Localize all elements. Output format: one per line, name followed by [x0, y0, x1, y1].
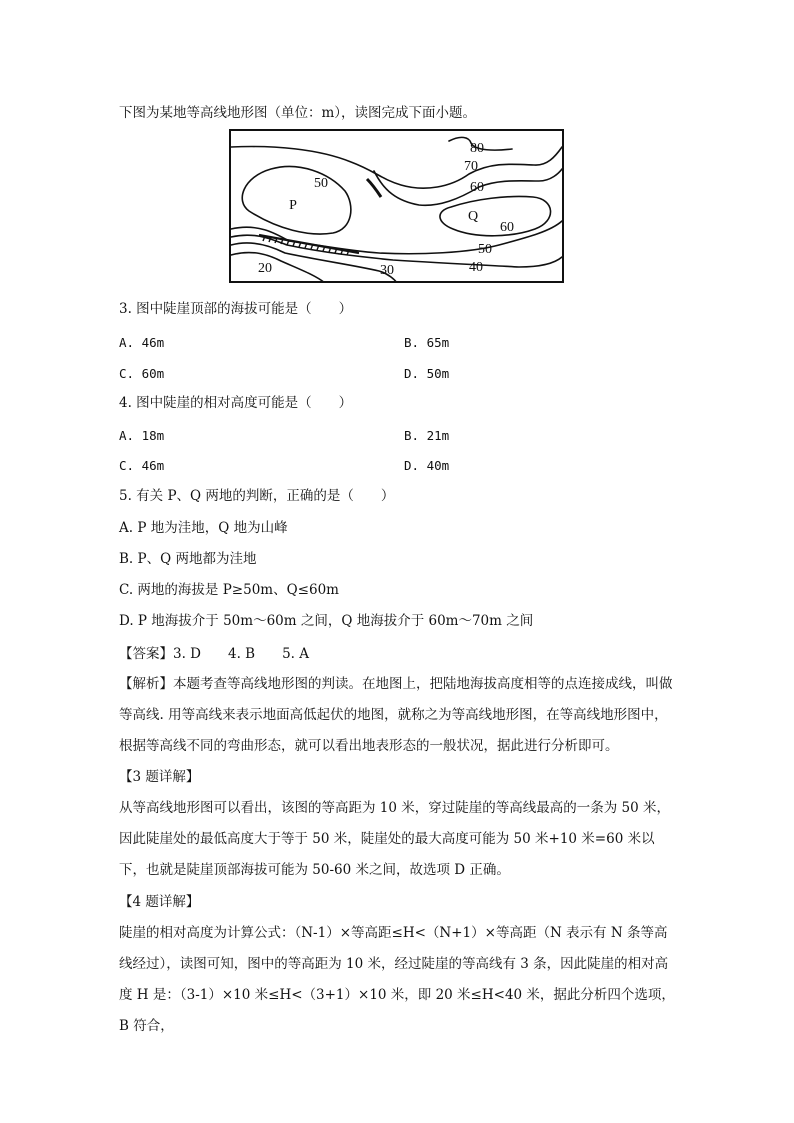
- label-80: 80: [470, 141, 484, 156]
- label-50-lower: 50: [478, 242, 492, 257]
- q4-option-b: B. 21m: [404, 428, 450, 443]
- q4-option-d: D. 40m: [404, 458, 450, 473]
- contour-map: [229, 129, 564, 283]
- label-60-q: 60: [500, 220, 514, 235]
- label-30: 30: [380, 263, 394, 278]
- label-50-p: 50: [314, 176, 328, 191]
- map-border: [230, 130, 563, 282]
- q4-option-a: A. 18m: [119, 428, 165, 443]
- label-p: P: [289, 198, 297, 213]
- q3-option-b: B. 65m: [404, 335, 450, 350]
- q3-stem: 3. 图中陡崖顶部的海拔可能是（ ）: [119, 301, 353, 317]
- detail-4-text: 陡崖的相对高度为计算公式：（N-1）×等高距≤H<（N+1）×等高距（N 表示有 N 条等高线经过），读图可知，图中的等高距为 10 米，经过陡崖的等高线有 3 条，因此陡崖的相对高度 H 是：（3-1）×10 米≤H<（3+1）×10 米，即 20 米≤H<40 米，据此分析四个选项，B 符合，: [119, 925, 675, 1034]
- q5-stem: 5. 有关 P、Q 两地的判断，正确的是（ ）: [119, 488, 395, 504]
- detail-3-text: 从等高线地形图可以看出，该图的等高距为 10 米，穿过陡崖的等高线最高的一条为 50 米，因此陡崖处的最低高度大于等于 50 米，陡崖处的最大高度可能为 50 米+10 米=60 米以下，也就是陡崖顶部海拔可能为 50-60 米之间，故选项 D 正确。: [119, 800, 671, 878]
- q4-stem: 4. 图中陡崖的相对高度可能是（ ）: [119, 395, 353, 411]
- q5-option-d: D. P 地海拔介于 50m～60m 之间，Q 地海拔介于 60m～70m 之间: [119, 613, 534, 629]
- q3-option-c: C. 60m: [119, 366, 165, 381]
- label-70: 70: [464, 159, 478, 174]
- label-q: Q: [467, 209, 479, 224]
- detail-3-title: 【3 题详解】: [119, 769, 200, 785]
- q5-option-c: C. 两地的海拔是 P≥50m、Q≤60m: [119, 582, 339, 598]
- intro-text: 下图为某地等高线地形图（单位：m），读图完成下面小题。: [119, 105, 477, 121]
- label-20: 20: [258, 261, 272, 276]
- answer-line: 【答案】3. D 4. B 5. A: [119, 646, 310, 662]
- label-40: 40: [469, 260, 483, 275]
- q3-option-a: A. 46m: [119, 335, 165, 350]
- detail-4-title: 【4 题详解】: [119, 894, 200, 910]
- q5-option-a: A. P 地为洼地，Q 地为山峰: [119, 520, 288, 536]
- q4-option-c: C. 46m: [119, 458, 165, 473]
- q5-option-b: B. P、Q 两地都为洼地: [119, 551, 257, 567]
- analysis-paragraph: 【解析】本题考查等高线地形图的判读。在地图上，把陆地海拔高度相等的点连接成线，叫做等高线. 用等高线来表示地面高低起伏的地图，就称之为等高线地形图，在等高线地形图中，根据等高线不同的弯曲形态，就可以看出地表形态的一般状况，据此进行分析即可。: [119, 676, 673, 754]
- label-60-upper: 60: [470, 180, 484, 195]
- q3-option-d: D. 50m: [404, 366, 450, 381]
